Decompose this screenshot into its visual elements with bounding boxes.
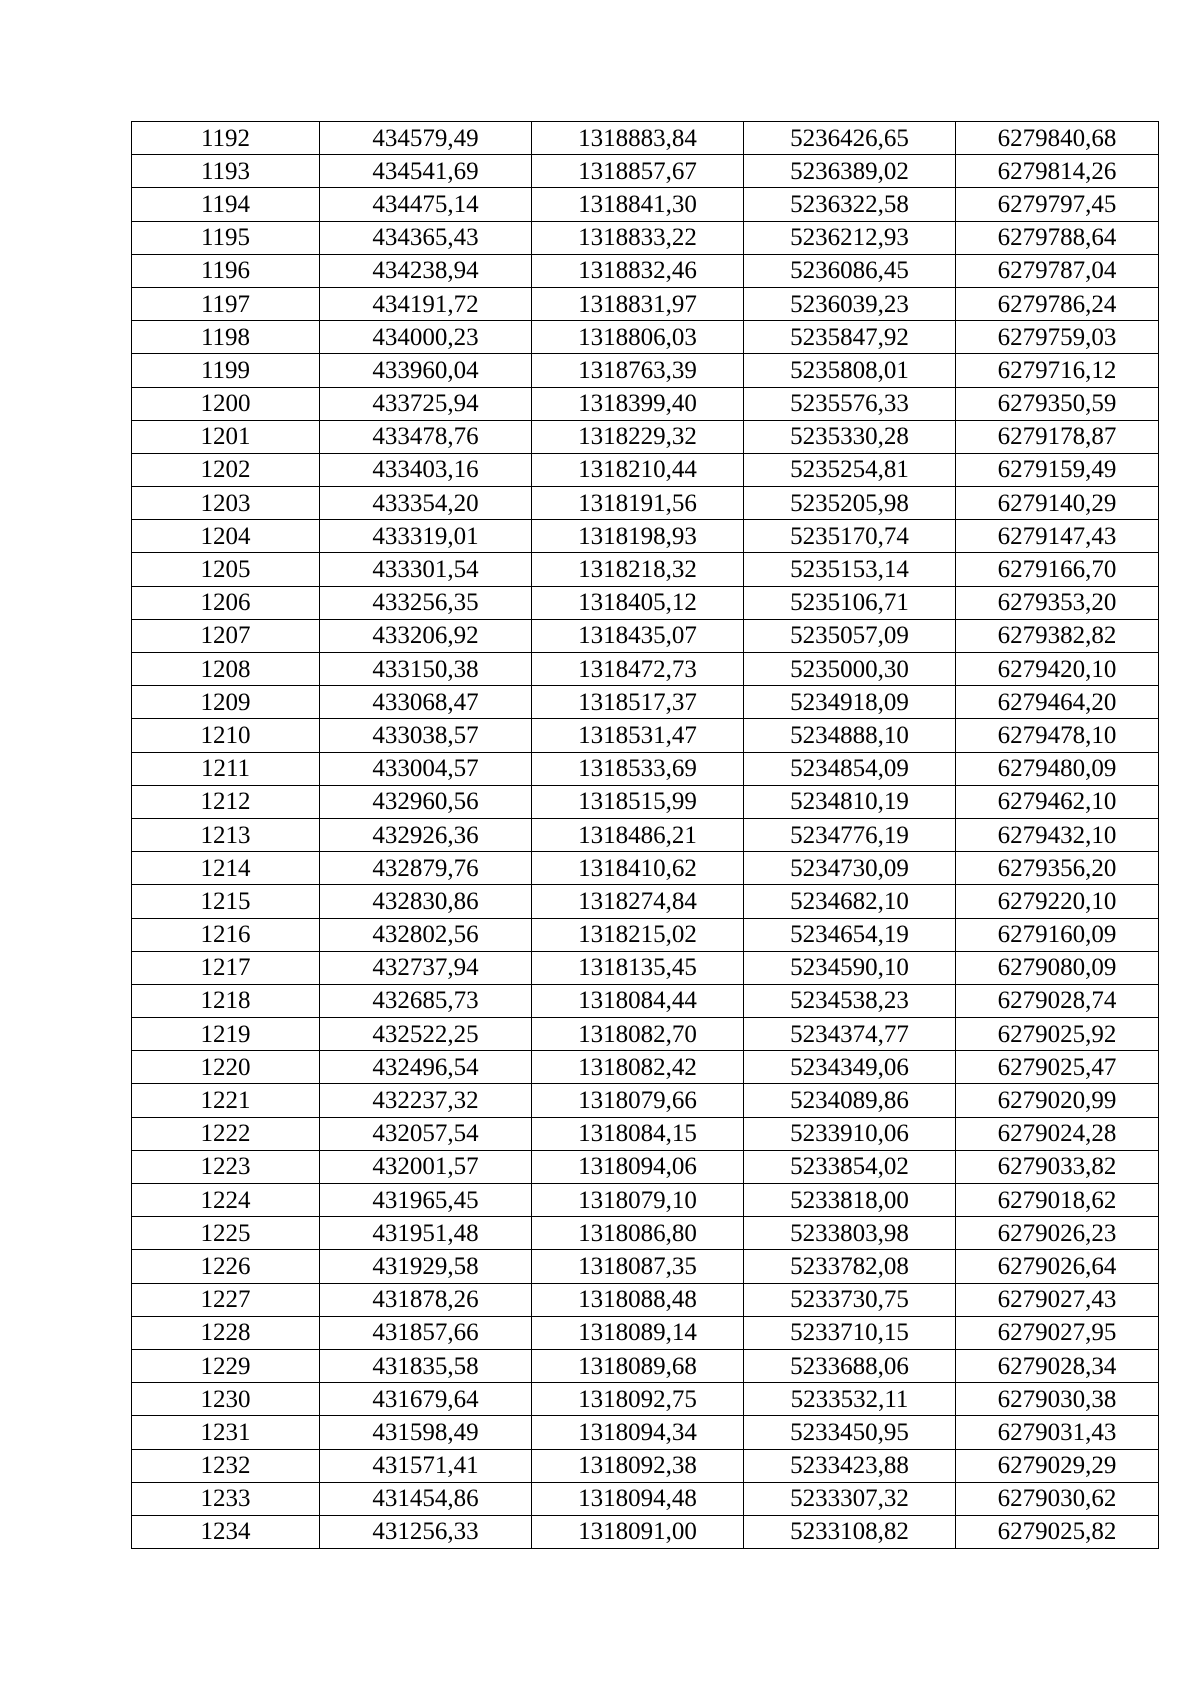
x-coordinate-cell: 432926,36 (320, 818, 532, 851)
x-coordinate-cell: 432879,76 (320, 852, 532, 885)
table-row (132, 354, 1159, 387)
table-row (132, 852, 1159, 885)
point-number-cell: 1196 (132, 254, 320, 287)
x2-coordinate-cell: 5235000,30 (744, 653, 956, 686)
table-row (132, 1515, 1159, 1548)
table-row (132, 1051, 1159, 1084)
y-coordinate-cell: 1318079,66 (532, 1084, 744, 1117)
point-number-cell: 1197 (132, 287, 320, 320)
x2-coordinate-cell: 5234730,09 (744, 852, 956, 885)
x-coordinate-cell: 433256,35 (320, 586, 532, 619)
x2-coordinate-cell: 5233450,95 (744, 1416, 956, 1449)
x2-coordinate-cell: 5234538,23 (744, 984, 956, 1017)
point-number-cell: 1219 (132, 1018, 320, 1051)
y2-coordinate-cell: 6279166,70 (956, 553, 1159, 586)
x-coordinate-cell: 434579,49 (320, 122, 532, 155)
y2-coordinate-cell: 6279814,26 (956, 155, 1159, 188)
point-number-cell: 1199 (132, 354, 320, 387)
point-number-cell: 1193 (132, 155, 320, 188)
y-coordinate-cell: 1318094,48 (532, 1482, 744, 1515)
x2-coordinate-cell: 5234682,10 (744, 885, 956, 918)
x-coordinate-cell: 432802,56 (320, 918, 532, 951)
y-coordinate-cell: 1318094,06 (532, 1150, 744, 1183)
x-coordinate-cell: 433403,16 (320, 453, 532, 486)
y2-coordinate-cell: 6279033,82 (956, 1150, 1159, 1183)
y2-coordinate-cell: 6279462,10 (956, 785, 1159, 818)
x-coordinate-cell: 432057,54 (320, 1117, 532, 1150)
x-coordinate-cell: 434191,72 (320, 287, 532, 320)
point-number-cell: 1207 (132, 619, 320, 652)
x-coordinate-cell: 432522,25 (320, 1018, 532, 1051)
x-coordinate-cell: 433150,38 (320, 653, 532, 686)
x2-coordinate-cell: 5234776,19 (744, 818, 956, 851)
y2-coordinate-cell: 6279140,29 (956, 487, 1159, 520)
y-coordinate-cell: 1318515,99 (532, 785, 744, 818)
table-row (132, 686, 1159, 719)
x-coordinate-cell: 431256,33 (320, 1515, 532, 1548)
y2-coordinate-cell: 6279382,82 (956, 619, 1159, 652)
table-row (132, 619, 1159, 652)
x-coordinate-cell: 431857,66 (320, 1316, 532, 1349)
point-number-cell: 1212 (132, 785, 320, 818)
y2-coordinate-cell: 6279787,04 (956, 254, 1159, 287)
point-number-cell: 1208 (132, 653, 320, 686)
y2-coordinate-cell: 6279020,99 (956, 1084, 1159, 1117)
y-coordinate-cell: 1318857,67 (532, 155, 744, 188)
x-coordinate-cell: 432960,56 (320, 785, 532, 818)
table-row (132, 1184, 1159, 1217)
y2-coordinate-cell: 6279028,74 (956, 984, 1159, 1017)
x2-coordinate-cell: 5233803,98 (744, 1217, 956, 1250)
y2-coordinate-cell: 6279029,29 (956, 1449, 1159, 1482)
table-row (132, 1084, 1159, 1117)
point-number-cell: 1232 (132, 1449, 320, 1482)
y2-coordinate-cell: 6279840,68 (956, 122, 1159, 155)
y2-coordinate-cell: 6279147,43 (956, 520, 1159, 553)
y-coordinate-cell: 1318486,21 (532, 818, 744, 851)
table-row (132, 520, 1159, 553)
x2-coordinate-cell: 5235153,14 (744, 553, 956, 586)
table-row (132, 1349, 1159, 1382)
y2-coordinate-cell: 6279788,64 (956, 221, 1159, 254)
x-coordinate-cell: 431951,48 (320, 1217, 532, 1250)
point-number-cell: 1213 (132, 818, 320, 851)
y-coordinate-cell: 1318833,22 (532, 221, 744, 254)
x-coordinate-cell: 431571,41 (320, 1449, 532, 1482)
table-row (132, 1117, 1159, 1150)
x-coordinate-cell: 434000,23 (320, 321, 532, 354)
y2-coordinate-cell: 6279353,20 (956, 586, 1159, 619)
point-number-cell: 1194 (132, 188, 320, 221)
point-number-cell: 1224 (132, 1184, 320, 1217)
y2-coordinate-cell: 6279031,43 (956, 1416, 1159, 1449)
x2-coordinate-cell: 5233307,32 (744, 1482, 956, 1515)
table-row (132, 1482, 1159, 1515)
y-coordinate-cell: 1318274,84 (532, 885, 744, 918)
point-number-cell: 1215 (132, 885, 320, 918)
y-coordinate-cell: 1318088,48 (532, 1283, 744, 1316)
table-row (132, 122, 1159, 155)
table-row (132, 885, 1159, 918)
table-row (132, 188, 1159, 221)
y2-coordinate-cell: 6279420,10 (956, 653, 1159, 686)
y-coordinate-cell: 1318533,69 (532, 752, 744, 785)
x-coordinate-cell: 431929,58 (320, 1250, 532, 1283)
y-coordinate-cell: 1318399,40 (532, 387, 744, 420)
point-number-cell: 1204 (132, 520, 320, 553)
x2-coordinate-cell: 5233910,06 (744, 1117, 956, 1150)
x2-coordinate-cell: 5236039,23 (744, 287, 956, 320)
x-coordinate-cell: 431598,49 (320, 1416, 532, 1449)
y2-coordinate-cell: 6279080,09 (956, 951, 1159, 984)
y2-coordinate-cell: 6279028,34 (956, 1349, 1159, 1382)
y2-coordinate-cell: 6279356,20 (956, 852, 1159, 885)
y2-coordinate-cell: 6279220,10 (956, 885, 1159, 918)
y-coordinate-cell: 1318841,30 (532, 188, 744, 221)
point-number-cell: 1192 (132, 122, 320, 155)
x2-coordinate-cell: 5235254,81 (744, 453, 956, 486)
y2-coordinate-cell: 6279018,62 (956, 1184, 1159, 1217)
point-number-cell: 1217 (132, 951, 320, 984)
table-row (132, 287, 1159, 320)
y2-coordinate-cell: 6279478,10 (956, 719, 1159, 752)
x-coordinate-cell: 433004,57 (320, 752, 532, 785)
y2-coordinate-cell: 6279716,12 (956, 354, 1159, 387)
x-coordinate-cell: 432830,86 (320, 885, 532, 918)
table-row (132, 1150, 1159, 1183)
point-number-cell: 1225 (132, 1217, 320, 1250)
y-coordinate-cell: 1318215,02 (532, 918, 744, 951)
point-number-cell: 1216 (132, 918, 320, 951)
x2-coordinate-cell: 5234089,86 (744, 1084, 956, 1117)
x2-coordinate-cell: 5233782,08 (744, 1250, 956, 1283)
point-number-cell: 1229 (132, 1349, 320, 1382)
x2-coordinate-cell: 5233423,88 (744, 1449, 956, 1482)
y-coordinate-cell: 1318092,75 (532, 1383, 744, 1416)
y-coordinate-cell: 1318082,70 (532, 1018, 744, 1051)
x2-coordinate-cell: 5236322,58 (744, 188, 956, 221)
x-coordinate-cell: 433206,92 (320, 619, 532, 652)
x2-coordinate-cell: 5235847,92 (744, 321, 956, 354)
point-number-cell: 1227 (132, 1283, 320, 1316)
table-row (132, 984, 1159, 1017)
table-row (132, 752, 1159, 785)
table-row (132, 1416, 1159, 1449)
x-coordinate-cell: 432001,57 (320, 1150, 532, 1183)
point-number-cell: 1233 (132, 1482, 320, 1515)
table-row (132, 785, 1159, 818)
y2-coordinate-cell: 6279480,09 (956, 752, 1159, 785)
table-row (132, 653, 1159, 686)
x2-coordinate-cell: 5234374,77 (744, 1018, 956, 1051)
point-number-cell: 1218 (132, 984, 320, 1017)
x2-coordinate-cell: 5234854,09 (744, 752, 956, 785)
y2-coordinate-cell: 6279025,47 (956, 1051, 1159, 1084)
y-coordinate-cell: 1318883,84 (532, 122, 744, 155)
y-coordinate-cell: 1318191,56 (532, 487, 744, 520)
x2-coordinate-cell: 5235808,01 (744, 354, 956, 387)
x-coordinate-cell: 432237,32 (320, 1084, 532, 1117)
x2-coordinate-cell: 5234590,10 (744, 951, 956, 984)
table-row (132, 553, 1159, 586)
table-row (132, 420, 1159, 453)
table-row (132, 818, 1159, 851)
point-number-cell: 1223 (132, 1150, 320, 1183)
point-number-cell: 1201 (132, 420, 320, 453)
y-coordinate-cell: 1318229,32 (532, 420, 744, 453)
x2-coordinate-cell: 5234918,09 (744, 686, 956, 719)
y2-coordinate-cell: 6279025,82 (956, 1515, 1159, 1548)
x2-coordinate-cell: 5235330,28 (744, 420, 956, 453)
x2-coordinate-cell: 5236426,65 (744, 122, 956, 155)
table-row (132, 254, 1159, 287)
x2-coordinate-cell: 5234810,19 (744, 785, 956, 818)
point-number-cell: 1211 (132, 752, 320, 785)
point-number-cell: 1222 (132, 1117, 320, 1150)
table-row (132, 586, 1159, 619)
y-coordinate-cell: 1318763,39 (532, 354, 744, 387)
x2-coordinate-cell: 5234654,19 (744, 918, 956, 951)
table-row (132, 1449, 1159, 1482)
y2-coordinate-cell: 6279026,23 (956, 1217, 1159, 1250)
x2-coordinate-cell: 5235170,74 (744, 520, 956, 553)
x2-coordinate-cell: 5233532,11 (744, 1383, 956, 1416)
x2-coordinate-cell: 5235576,33 (744, 387, 956, 420)
coordinate-table (131, 121, 1159, 1549)
coordinate-table-body (132, 122, 1159, 1549)
y-coordinate-cell: 1318094,34 (532, 1416, 744, 1449)
point-number-cell: 1206 (132, 586, 320, 619)
y-coordinate-cell: 1318806,03 (532, 321, 744, 354)
x2-coordinate-cell: 5233108,82 (744, 1515, 956, 1548)
y-coordinate-cell: 1318086,80 (532, 1217, 744, 1250)
x2-coordinate-cell: 5233710,15 (744, 1316, 956, 1349)
table-row (132, 918, 1159, 951)
x-coordinate-cell: 432496,54 (320, 1051, 532, 1084)
x2-coordinate-cell: 5235106,71 (744, 586, 956, 619)
y-coordinate-cell: 1318089,68 (532, 1349, 744, 1382)
table-row (132, 719, 1159, 752)
x-coordinate-cell: 434475,14 (320, 188, 532, 221)
point-number-cell: 1209 (132, 686, 320, 719)
y2-coordinate-cell: 6279159,49 (956, 453, 1159, 486)
table-row (132, 1217, 1159, 1250)
y2-coordinate-cell: 6279464,20 (956, 686, 1159, 719)
y-coordinate-cell: 1318831,97 (532, 287, 744, 320)
x2-coordinate-cell: 5233688,06 (744, 1349, 956, 1382)
table-row (132, 1250, 1159, 1283)
x-coordinate-cell: 431965,45 (320, 1184, 532, 1217)
y-coordinate-cell: 1318087,35 (532, 1250, 744, 1283)
y-coordinate-cell: 1318531,47 (532, 719, 744, 752)
table-row (132, 1383, 1159, 1416)
point-number-cell: 1203 (132, 487, 320, 520)
x2-coordinate-cell: 5233818,00 (744, 1184, 956, 1217)
point-number-cell: 1231 (132, 1416, 320, 1449)
table-row (132, 387, 1159, 420)
y-coordinate-cell: 1318198,93 (532, 520, 744, 553)
y-coordinate-cell: 1318092,38 (532, 1449, 744, 1482)
x-coordinate-cell: 434365,43 (320, 221, 532, 254)
x-coordinate-cell: 433960,04 (320, 354, 532, 387)
point-number-cell: 1210 (132, 719, 320, 752)
point-number-cell: 1230 (132, 1383, 320, 1416)
point-number-cell: 1205 (132, 553, 320, 586)
y-coordinate-cell: 1318091,00 (532, 1515, 744, 1548)
y-coordinate-cell: 1318218,32 (532, 553, 744, 586)
table-row (132, 155, 1159, 188)
y2-coordinate-cell: 6279024,28 (956, 1117, 1159, 1150)
y-coordinate-cell: 1318517,37 (532, 686, 744, 719)
x-coordinate-cell: 431878,26 (320, 1283, 532, 1316)
table-row (132, 487, 1159, 520)
x-coordinate-cell: 434541,69 (320, 155, 532, 188)
x2-coordinate-cell: 5234888,10 (744, 719, 956, 752)
table-row (132, 1316, 1159, 1349)
y2-coordinate-cell: 6279025,92 (956, 1018, 1159, 1051)
x-coordinate-cell: 432737,94 (320, 951, 532, 984)
x-coordinate-cell: 434238,94 (320, 254, 532, 287)
x-coordinate-cell: 432685,73 (320, 984, 532, 1017)
y2-coordinate-cell: 6279030,38 (956, 1383, 1159, 1416)
point-number-cell: 1195 (132, 221, 320, 254)
y2-coordinate-cell: 6279759,03 (956, 321, 1159, 354)
point-number-cell: 1220 (132, 1051, 320, 1084)
y2-coordinate-cell: 6279178,87 (956, 420, 1159, 453)
y2-coordinate-cell: 6279432,10 (956, 818, 1159, 851)
y-coordinate-cell: 1318089,14 (532, 1316, 744, 1349)
x2-coordinate-cell: 5233730,75 (744, 1283, 956, 1316)
y-coordinate-cell: 1318210,44 (532, 453, 744, 486)
x2-coordinate-cell: 5236389,02 (744, 155, 956, 188)
y2-coordinate-cell: 6279786,24 (956, 287, 1159, 320)
y2-coordinate-cell: 6279160,09 (956, 918, 1159, 951)
x-coordinate-cell: 433478,76 (320, 420, 532, 453)
y2-coordinate-cell: 6279030,62 (956, 1482, 1159, 1515)
y-coordinate-cell: 1318082,42 (532, 1051, 744, 1084)
y2-coordinate-cell: 6279027,95 (956, 1316, 1159, 1349)
y-coordinate-cell: 1318135,45 (532, 951, 744, 984)
table-row (132, 1018, 1159, 1051)
point-number-cell: 1198 (132, 321, 320, 354)
y-coordinate-cell: 1318084,15 (532, 1117, 744, 1150)
table-row (132, 321, 1159, 354)
point-number-cell: 1202 (132, 453, 320, 486)
x2-coordinate-cell: 5235057,09 (744, 619, 956, 652)
y-coordinate-cell: 1318410,62 (532, 852, 744, 885)
point-number-cell: 1214 (132, 852, 320, 885)
y-coordinate-cell: 1318084,44 (532, 984, 744, 1017)
point-number-cell: 1228 (132, 1316, 320, 1349)
table-row (132, 453, 1159, 486)
x-coordinate-cell: 431679,64 (320, 1383, 532, 1416)
point-number-cell: 1234 (132, 1515, 320, 1548)
x-coordinate-cell: 433354,20 (320, 487, 532, 520)
x-coordinate-cell: 431454,86 (320, 1482, 532, 1515)
table-row (132, 1283, 1159, 1316)
point-number-cell: 1226 (132, 1250, 320, 1283)
y-coordinate-cell: 1318405,12 (532, 586, 744, 619)
x-coordinate-cell: 433038,57 (320, 719, 532, 752)
table-row (132, 221, 1159, 254)
y2-coordinate-cell: 6279797,45 (956, 188, 1159, 221)
x-coordinate-cell: 433068,47 (320, 686, 532, 719)
x2-coordinate-cell: 5236212,93 (744, 221, 956, 254)
x2-coordinate-cell: 5234349,06 (744, 1051, 956, 1084)
x-coordinate-cell: 433725,94 (320, 387, 532, 420)
y2-coordinate-cell: 6279350,59 (956, 387, 1159, 420)
point-number-cell: 1221 (132, 1084, 320, 1117)
y2-coordinate-cell: 6279027,43 (956, 1283, 1159, 1316)
x2-coordinate-cell: 5233854,02 (744, 1150, 956, 1183)
x2-coordinate-cell: 5236086,45 (744, 254, 956, 287)
x2-coordinate-cell: 5235205,98 (744, 487, 956, 520)
table-row (132, 951, 1159, 984)
y-coordinate-cell: 1318472,73 (532, 653, 744, 686)
x-coordinate-cell: 433301,54 (320, 553, 532, 586)
x-coordinate-cell: 433319,01 (320, 520, 532, 553)
y2-coordinate-cell: 6279026,64 (956, 1250, 1159, 1283)
y-coordinate-cell: 1318435,07 (532, 619, 744, 652)
y-coordinate-cell: 1318079,10 (532, 1184, 744, 1217)
y-coordinate-cell: 1318832,46 (532, 254, 744, 287)
x-coordinate-cell: 431835,58 (320, 1349, 532, 1382)
point-number-cell: 1200 (132, 387, 320, 420)
